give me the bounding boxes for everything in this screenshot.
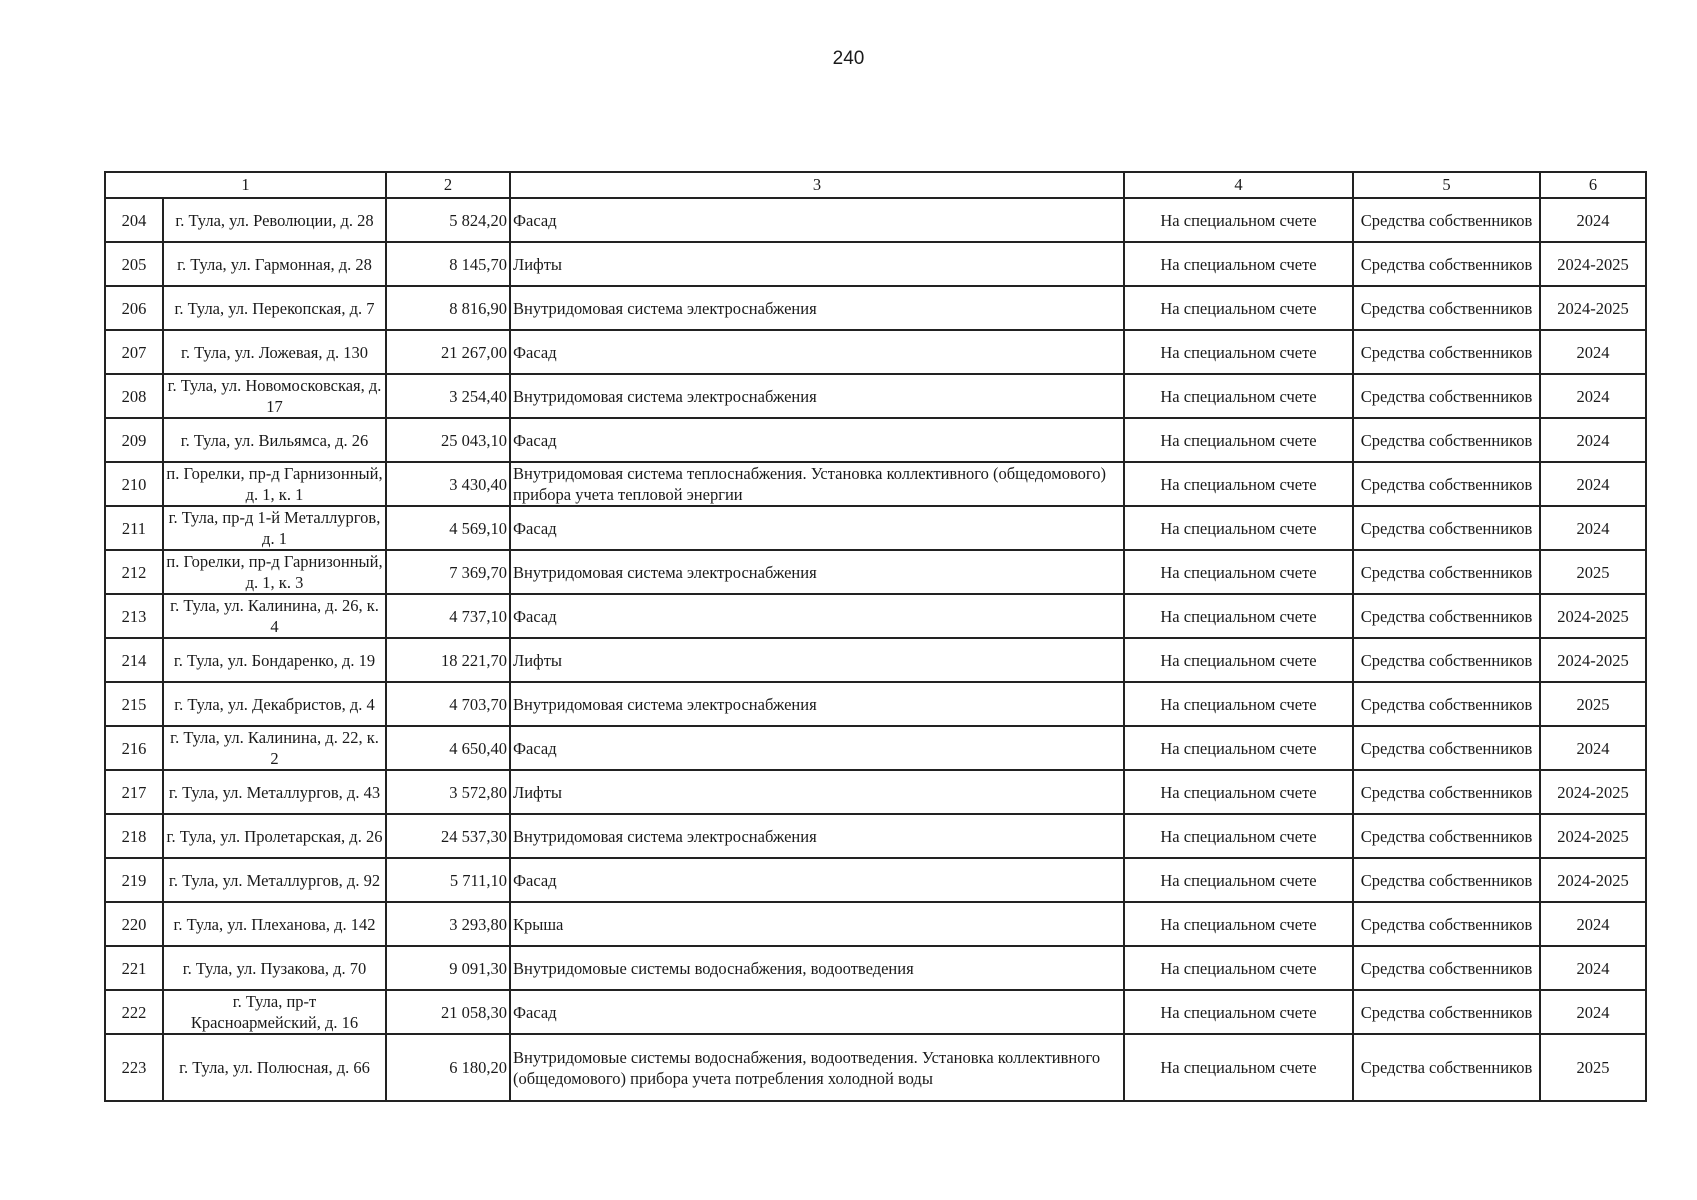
funding-method-cell: На специальном счете — [1124, 1034, 1353, 1101]
funding-source-cell: Средства собственников — [1353, 198, 1540, 242]
funding-source-cell: Средства собственников — [1353, 242, 1540, 286]
address-cell: г. Тула, пр-т Красноармейский, д. 16 — [163, 990, 386, 1034]
table-row — [105, 814, 1646, 858]
header-row — [105, 172, 1646, 198]
row-number: 213 — [105, 594, 163, 638]
work-type-cell: Внутридомовые системы водоснабжения, водоотведения — [510, 946, 1124, 990]
repair-register-table — [104, 171, 1647, 1102]
address-cell: г. Тула, ул. Полюсная, д. 66 — [163, 1034, 386, 1101]
funding-source-cell: Средства собственников — [1353, 814, 1540, 858]
funding-source-cell: Средства собственников — [1353, 990, 1540, 1034]
row-number: 210 — [105, 462, 163, 506]
header-col-4: 4 — [1124, 172, 1353, 198]
table-header — [105, 172, 1646, 198]
area-cell: 21 267,00 — [386, 330, 510, 374]
work-type-cell: Фасад — [510, 726, 1124, 770]
address-cell: г. Тула, ул. Металлургов, д. 92 — [163, 858, 386, 902]
address-cell: г. Тула, ул. Новомосковская, д. 17 — [163, 374, 386, 418]
funding-method-cell: На специальном счете — [1124, 814, 1353, 858]
address-cell: г. Тула, ул. Декабристов, д. 4 — [163, 682, 386, 726]
work-type-cell: Фасад — [510, 990, 1124, 1034]
table-row — [105, 770, 1646, 814]
funding-method-cell: На специальном счете — [1124, 638, 1353, 682]
header-col-1: 1 — [105, 172, 386, 198]
header-col-6: 6 — [1540, 172, 1646, 198]
area-cell: 3 293,80 — [386, 902, 510, 946]
row-number: 217 — [105, 770, 163, 814]
work-type-cell: Лифты — [510, 242, 1124, 286]
year-cell: 2024 — [1540, 462, 1646, 506]
address-cell: г. Тула, ул. Пролетарская, д. 26 — [163, 814, 386, 858]
address-cell: г. Тула, ул. Пузакова, д. 70 — [163, 946, 386, 990]
row-number: 206 — [105, 286, 163, 330]
row-number: 216 — [105, 726, 163, 770]
area-cell: 7 369,70 — [386, 550, 510, 594]
address-cell: г. Тула, ул. Гармонная, д. 28 — [163, 242, 386, 286]
year-cell: 2024 — [1540, 374, 1646, 418]
funding-source-cell: Средства собственников — [1353, 594, 1540, 638]
funding-source-cell: Средства собственников — [1353, 418, 1540, 462]
work-type-cell: Фасад — [510, 506, 1124, 550]
header-col-2: 2 — [386, 172, 510, 198]
year-cell: 2024-2025 — [1540, 770, 1646, 814]
table-row — [105, 1034, 1646, 1101]
year-cell: 2025 — [1540, 1034, 1646, 1101]
year-cell: 2024 — [1540, 990, 1646, 1034]
funding-method-cell: На специальном счете — [1124, 242, 1353, 286]
funding-method-cell: На специальном счете — [1124, 506, 1353, 550]
table-row — [105, 990, 1646, 1034]
year-cell: 2025 — [1540, 550, 1646, 594]
funding-method-cell: На специальном счете — [1124, 286, 1353, 330]
funding-source-cell: Средства собственников — [1353, 1034, 1540, 1101]
year-cell: 2024 — [1540, 198, 1646, 242]
area-cell: 9 091,30 — [386, 946, 510, 990]
table-row — [105, 726, 1646, 770]
year-cell: 2024 — [1540, 506, 1646, 550]
table-row — [105, 550, 1646, 594]
year-cell: 2024-2025 — [1540, 858, 1646, 902]
funding-source-cell: Средства собственников — [1353, 770, 1540, 814]
table-row — [105, 374, 1646, 418]
funding-source-cell: Средства собственников — [1353, 330, 1540, 374]
work-type-cell: Фасад — [510, 198, 1124, 242]
row-number: 211 — [105, 506, 163, 550]
address-cell: г. Тула, ул. Калинина, д. 26, к. 4 — [163, 594, 386, 638]
row-number: 221 — [105, 946, 163, 990]
area-cell: 25 043,10 — [386, 418, 510, 462]
area-cell: 4 737,10 — [386, 594, 510, 638]
funding-source-cell: Средства собственников — [1353, 682, 1540, 726]
row-number: 219 — [105, 858, 163, 902]
funding-method-cell: На специальном счете — [1124, 550, 1353, 594]
work-type-cell: Внутридомовая система теплоснабжения. Установка коллективного (общедомового) прибора учета тепловой энергии — [510, 462, 1124, 506]
table-row — [105, 594, 1646, 638]
table-row — [105, 462, 1646, 506]
area-cell: 21 058,30 — [386, 990, 510, 1034]
address-cell: г. Тула, ул. Плеханова, д. 142 — [163, 902, 386, 946]
table-row — [105, 198, 1646, 242]
work-type-cell: Крыша — [510, 902, 1124, 946]
address-cell: п. Горелки, пр-д Гарнизонный, д. 1, к. 3 — [163, 550, 386, 594]
funding-source-cell: Средства собственников — [1353, 374, 1540, 418]
work-type-cell: Фасад — [510, 594, 1124, 638]
table-row — [105, 506, 1646, 550]
row-number: 222 — [105, 990, 163, 1034]
address-cell: г. Тула, ул. Бондаренко, д. 19 — [163, 638, 386, 682]
row-number: 220 — [105, 902, 163, 946]
row-number: 204 — [105, 198, 163, 242]
address-cell: г. Тула, ул. Перекопская, д. 7 — [163, 286, 386, 330]
row-number: 218 — [105, 814, 163, 858]
address-cell: п. Горелки, пр-д Гарнизонный, д. 1, к. 1 — [163, 462, 386, 506]
address-cell: г. Тула, ул. Революции, д. 28 — [163, 198, 386, 242]
year-cell: 2024 — [1540, 726, 1646, 770]
row-number: 214 — [105, 638, 163, 682]
funding-source-cell: Средства собственников — [1353, 506, 1540, 550]
funding-source-cell: Средства собственников — [1353, 726, 1540, 770]
funding-source-cell: Средства собственников — [1353, 286, 1540, 330]
page-number: 240 — [832, 48, 865, 69]
work-type-cell: Фасад — [510, 418, 1124, 462]
header-col-5: 5 — [1353, 172, 1540, 198]
funding-method-cell: На специальном счете — [1124, 330, 1353, 374]
work-type-cell: Внутридомовая система электроснабжения — [510, 374, 1124, 418]
work-type-cell: Лифты — [510, 638, 1124, 682]
work-type-cell: Лифты — [510, 770, 1124, 814]
funding-method-cell: На специальном счете — [1124, 198, 1353, 242]
table-row — [105, 902, 1646, 946]
funding-source-cell: Средства собственников — [1353, 902, 1540, 946]
year-cell: 2024-2025 — [1540, 594, 1646, 638]
funding-method-cell: На специальном счете — [1124, 462, 1353, 506]
row-number: 215 — [105, 682, 163, 726]
area-cell: 3 430,40 — [386, 462, 510, 506]
area-cell: 8 145,70 — [386, 242, 510, 286]
year-cell: 2024 — [1540, 902, 1646, 946]
work-type-cell: Фасад — [510, 858, 1124, 902]
address-cell: г. Тула, ул. Ложевая, д. 130 — [163, 330, 386, 374]
address-cell: г. Тула, ул. Вильямса, д. 26 — [163, 418, 386, 462]
area-cell: 5 711,10 — [386, 858, 510, 902]
year-cell: 2024-2025 — [1540, 638, 1646, 682]
area-cell: 3 572,80 — [386, 770, 510, 814]
address-cell: г. Тула, пр-д 1-й Металлургов, д. 1 — [163, 506, 386, 550]
row-number: 205 — [105, 242, 163, 286]
year-cell: 2024 — [1540, 330, 1646, 374]
funding-method-cell: На специальном счете — [1124, 902, 1353, 946]
work-type-cell: Внутридомовая система электроснабжения — [510, 814, 1124, 858]
work-type-cell: Фасад — [510, 330, 1124, 374]
area-cell: 18 221,70 — [386, 638, 510, 682]
table-row — [105, 330, 1646, 374]
year-cell: 2025 — [1540, 682, 1646, 726]
funding-method-cell: На специальном счете — [1124, 770, 1353, 814]
header-col-3: 3 — [510, 172, 1124, 198]
row-number: 212 — [105, 550, 163, 594]
funding-method-cell: На специальном счете — [1124, 682, 1353, 726]
table-row — [105, 286, 1646, 330]
funding-source-cell: Средства собственников — [1353, 858, 1540, 902]
address-cell: г. Тула, ул. Металлургов, д. 43 — [163, 770, 386, 814]
year-cell: 2024 — [1540, 418, 1646, 462]
funding-method-cell: На специальном счете — [1124, 374, 1353, 418]
funding-method-cell: На специальном счете — [1124, 726, 1353, 770]
row-number: 208 — [105, 374, 163, 418]
work-type-cell: Внутридомовая система электроснабжения — [510, 286, 1124, 330]
year-cell: 2024-2025 — [1540, 242, 1646, 286]
area-cell: 6 180,20 — [386, 1034, 510, 1101]
row-number: 207 — [105, 330, 163, 374]
area-cell: 4 703,70 — [386, 682, 510, 726]
funding-source-cell: Средства собственников — [1353, 462, 1540, 506]
table-row — [105, 682, 1646, 726]
row-number: 223 — [105, 1034, 163, 1101]
year-cell: 2024-2025 — [1540, 286, 1646, 330]
funding-source-cell: Средства собственников — [1353, 550, 1540, 594]
funding-method-cell: На специальном счете — [1124, 594, 1353, 638]
year-cell: 2024-2025 — [1540, 814, 1646, 858]
work-type-cell: Внутридомовая система электроснабжения — [510, 550, 1124, 594]
area-cell: 8 816,90 — [386, 286, 510, 330]
funding-source-cell: Средства собственников — [1353, 946, 1540, 990]
funding-method-cell: На специальном счете — [1124, 990, 1353, 1034]
funding-method-cell: На специальном счете — [1124, 858, 1353, 902]
row-number: 209 — [105, 418, 163, 462]
area-cell: 4 650,40 — [386, 726, 510, 770]
funding-method-cell: На специальном счете — [1124, 418, 1353, 462]
area-cell: 24 537,30 — [386, 814, 510, 858]
area-cell: 3 254,40 — [386, 374, 510, 418]
table-row — [105, 242, 1646, 286]
table-row — [105, 638, 1646, 682]
area-cell: 4 569,10 — [386, 506, 510, 550]
table-body — [105, 198, 1646, 1101]
year-cell: 2024 — [1540, 946, 1646, 990]
address-cell: г. Тула, ул. Калинина, д. 22, к. 2 — [163, 726, 386, 770]
table-row — [105, 858, 1646, 902]
funding-source-cell: Средства собственников — [1353, 638, 1540, 682]
table-row — [105, 946, 1646, 990]
funding-method-cell: На специальном счете — [1124, 946, 1353, 990]
work-type-cell: Внутридомовая система электроснабжения — [510, 682, 1124, 726]
work-type-cell: Внутридомовые системы водоснабжения, водоотведения. Установка коллективного (общедомового) прибора учета потребления холодной воды — [510, 1034, 1124, 1101]
area-cell: 5 824,20 — [386, 198, 510, 242]
table-row — [105, 418, 1646, 462]
